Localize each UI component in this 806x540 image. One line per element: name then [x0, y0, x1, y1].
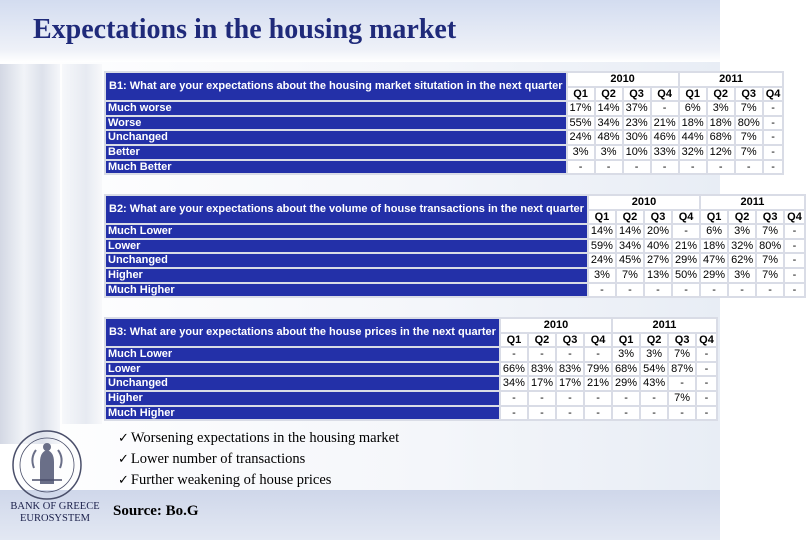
cell: -: [736, 161, 762, 174]
cell: 24%: [569, 131, 592, 144]
cell: -: [645, 284, 671, 297]
cell: -: [529, 348, 555, 361]
quarter-header: Q1: [613, 334, 639, 347]
cell: 18%: [709, 116, 732, 129]
cell: 24%: [590, 254, 613, 267]
cell: -: [652, 161, 678, 174]
checkmark-icon: ✓: [118, 452, 129, 467]
cell: -: [501, 407, 527, 420]
quarter-header: Q2: [529, 334, 555, 347]
year-header: 2010: [568, 73, 678, 86]
quarter-header: Q4: [652, 88, 678, 101]
row-label: Much Lower: [106, 225, 587, 238]
bank-logo-text: [8, 501, 102, 525]
cell: 7%: [669, 348, 695, 361]
row-label: Lower: [106, 240, 587, 253]
cell: 3%: [568, 146, 594, 159]
table-row: [106, 284, 804, 297]
cell: -: [617, 284, 643, 297]
bank-subtitle: EUROSYSTEM: [19, 513, 90, 524]
quarter-header: Q3: [624, 88, 650, 101]
cell: 3%: [708, 102, 734, 115]
cell: 83%: [530, 362, 553, 375]
bullet-item: [118, 428, 399, 449]
quarter-header: Q1: [589, 211, 615, 224]
cell: 14%: [597, 102, 620, 115]
quarter-header: Q3: [757, 211, 783, 224]
bullet-text: Lower number of transactions: [130, 451, 306, 467]
cell: 7%: [736, 102, 762, 115]
cell: -: [764, 146, 783, 159]
cell: 7%: [736, 146, 762, 159]
row-label: Much worse: [106, 102, 566, 115]
cell: -: [669, 407, 695, 420]
cell: -: [669, 377, 695, 390]
quarter-header: Q3: [736, 88, 762, 101]
cell: -: [764, 117, 783, 130]
bullet-text: Further weakening of house prices: [130, 472, 332, 488]
cell: 18%: [703, 239, 726, 252]
cell: 18%: [681, 116, 704, 129]
cell: -: [585, 407, 611, 420]
cell: 32%: [681, 145, 704, 158]
row-label: Better: [106, 146, 566, 159]
cell: -: [697, 407, 716, 420]
cell: 87%: [671, 362, 694, 375]
checkmark-icon: ✓: [118, 431, 129, 446]
cell: 3%: [613, 348, 639, 361]
cell: -: [785, 254, 804, 267]
cell: -: [680, 161, 706, 174]
table-row: [106, 254, 804, 267]
row-label: Much Better: [106, 161, 566, 174]
table-row: [106, 392, 716, 405]
quarter-header: Q4: [699, 333, 714, 346]
bullet-item: [118, 470, 399, 491]
cell: -: [764, 131, 783, 144]
cell: 50%: [675, 268, 698, 281]
cell: -: [557, 392, 583, 405]
cell: 13%: [646, 268, 670, 281]
cell: -: [729, 284, 755, 297]
quarter-header: Q1: [680, 88, 706, 101]
cell: 29%: [675, 254, 698, 267]
quarter-header: Q1: [701, 211, 727, 224]
row-label: Higher: [106, 392, 499, 405]
cell: -: [624, 161, 650, 174]
cell: 34%: [502, 377, 525, 390]
cell: -: [708, 161, 734, 174]
cell: 40%: [646, 239, 670, 252]
cell: -: [652, 102, 678, 115]
cell: -: [701, 284, 727, 297]
cell: -: [596, 161, 622, 174]
table-row: [106, 240, 804, 253]
cell: 14%: [590, 225, 613, 238]
row-label: Unchanged: [106, 377, 499, 390]
table-b3: [104, 317, 718, 421]
quarter-header: Q2: [729, 211, 755, 224]
row-label: Much Higher: [106, 407, 499, 420]
cell: 29%: [703, 268, 726, 281]
cell: -: [613, 407, 639, 420]
year-header: 2010: [501, 319, 611, 332]
cell: 10%: [625, 145, 648, 158]
cell: 21%: [587, 377, 610, 390]
slide-title: Expectations in the housing market: [33, 14, 457, 45]
cell: 46%: [653, 131, 676, 144]
cell: 3%: [641, 348, 667, 361]
cell: 83%: [558, 362, 582, 375]
cell: 6%: [680, 102, 706, 115]
cell: -: [697, 392, 716, 405]
cell: -: [764, 102, 783, 115]
cell: -: [585, 348, 611, 361]
cell: 20%: [646, 225, 670, 238]
cell: -: [785, 284, 804, 297]
row-label: Unchanged: [106, 131, 566, 144]
cell: 54%: [643, 362, 666, 375]
quarter-header: Q4: [787, 210, 802, 223]
bank-seal-icon: [10, 428, 84, 502]
cell: -: [529, 392, 555, 405]
year-header: 2011: [613, 319, 716, 332]
cell: 7%: [757, 225, 783, 238]
cell: 30%: [625, 131, 648, 144]
cell: -: [589, 284, 615, 297]
row-label: Unchanged: [106, 254, 587, 267]
cell: -: [757, 284, 783, 297]
cell: 45%: [618, 254, 641, 267]
cell: 79%: [587, 362, 610, 375]
cell: 23%: [625, 116, 648, 129]
row-label: Much Higher: [106, 284, 587, 297]
checkmark-icon: ✓: [118, 473, 129, 488]
table-row: [106, 117, 782, 130]
table-row: [106, 348, 716, 361]
cell: -: [764, 161, 783, 174]
cell: -: [501, 348, 527, 361]
cell: -: [641, 392, 667, 405]
cell: 7%: [757, 254, 783, 267]
row-label: Lower: [106, 363, 499, 376]
cell: 48%: [597, 131, 620, 144]
question-header: B2: What are your expectations about the volume of house transactions in the next quarter: [106, 196, 587, 223]
cell: 29%: [615, 377, 638, 390]
footer-bar: [0, 490, 720, 540]
cell: -: [501, 392, 527, 405]
cell: -: [785, 269, 804, 282]
cell: 59%: [590, 239, 613, 252]
cell: 7%: [736, 131, 762, 144]
cell: 80%: [759, 239, 782, 252]
cell: -: [557, 348, 583, 361]
quarter-header: Q2: [596, 88, 622, 101]
quarter-header: Q3: [557, 334, 583, 347]
table-row: [106, 131, 782, 144]
cell: 7%: [757, 269, 783, 282]
cell: 3%: [589, 269, 615, 282]
quarter-header: Q2: [708, 88, 734, 101]
quarter-header: Q1: [501, 334, 527, 347]
question-header: B3: What are your expectations about the house prices in the next quarter: [106, 319, 499, 346]
cell: -: [673, 284, 699, 297]
cell: 21%: [653, 116, 676, 129]
cell: 12%: [709, 145, 732, 158]
table-row: [106, 146, 782, 159]
cell: -: [697, 348, 716, 361]
cell: 68%: [615, 362, 638, 375]
cell: 37%: [625, 102, 648, 115]
cell: 32%: [731, 239, 754, 252]
cell: 7%: [617, 269, 643, 282]
cell: 33%: [653, 145, 676, 158]
cell: 3%: [596, 146, 622, 159]
cell: 43%: [643, 377, 666, 390]
cell: 55%: [569, 116, 592, 129]
cell: -: [529, 407, 555, 420]
cell: 7%: [669, 392, 695, 405]
quarter-header: Q4: [585, 334, 611, 347]
year-header: 2011: [680, 73, 783, 86]
table-row: [106, 225, 804, 238]
table-row: [106, 407, 716, 420]
cell: 6%: [701, 225, 727, 238]
row-label: Much Lower: [106, 348, 499, 361]
table-b2: [104, 194, 806, 298]
source-note: Source: Bo.G: [113, 503, 199, 519]
column-decoration: [0, 64, 60, 444]
quarter-header: Q2: [641, 334, 667, 347]
table-row: [106, 102, 782, 115]
cell: 17%: [530, 377, 553, 390]
cell: 21%: [675, 239, 698, 252]
cell: 62%: [731, 254, 754, 267]
quarter-header: Q4: [765, 87, 781, 100]
cell: 17%: [569, 102, 592, 115]
cell: -: [641, 407, 667, 420]
quarter-header: Q2: [617, 211, 643, 224]
table-row: [106, 161, 782, 174]
bullet-text: Worsening expectations in the housing market: [130, 430, 400, 446]
cell: -: [557, 407, 583, 420]
column-decoration-2: [62, 64, 102, 424]
quarter-header: Q3: [669, 334, 695, 347]
cell: 47%: [703, 254, 726, 267]
cell: -: [613, 392, 639, 405]
bank-name: BANK OF GREECE: [10, 501, 100, 512]
cell: 80%: [737, 116, 760, 129]
bullet-list: [118, 428, 399, 491]
row-label: Worse: [106, 117, 566, 130]
year-header: 2011: [701, 196, 804, 209]
quarter-header: Q1: [568, 88, 594, 101]
cell: -: [568, 161, 594, 174]
cell: 66%: [502, 362, 525, 375]
question-header: B1: What are your expectations about the housing market situtation in the next quarter: [106, 73, 566, 100]
cell: -: [697, 363, 716, 376]
bullet-item: [118, 449, 399, 470]
quarter-header: Q4: [673, 211, 699, 224]
cell: 14%: [618, 225, 641, 238]
cell: 68%: [709, 131, 732, 144]
cell: 27%: [646, 254, 670, 267]
cell: -: [697, 377, 716, 390]
cell: -: [785, 240, 804, 253]
table-row: [106, 363, 716, 376]
cell: -: [673, 225, 699, 238]
cell: -: [585, 392, 611, 405]
cell: 3%: [729, 225, 755, 238]
year-header: 2010: [589, 196, 699, 209]
row-label: Higher: [106, 269, 587, 282]
cell: -: [785, 225, 804, 238]
table-row: [106, 377, 716, 390]
table-row: [106, 269, 804, 282]
cell: 34%: [618, 239, 641, 252]
cell: 17%: [558, 377, 582, 390]
quarter-header: Q3: [645, 211, 671, 224]
cell: 34%: [597, 116, 620, 129]
cell: 3%: [729, 269, 755, 282]
cell: 44%: [681, 131, 704, 144]
table-b1: [104, 71, 784, 175]
